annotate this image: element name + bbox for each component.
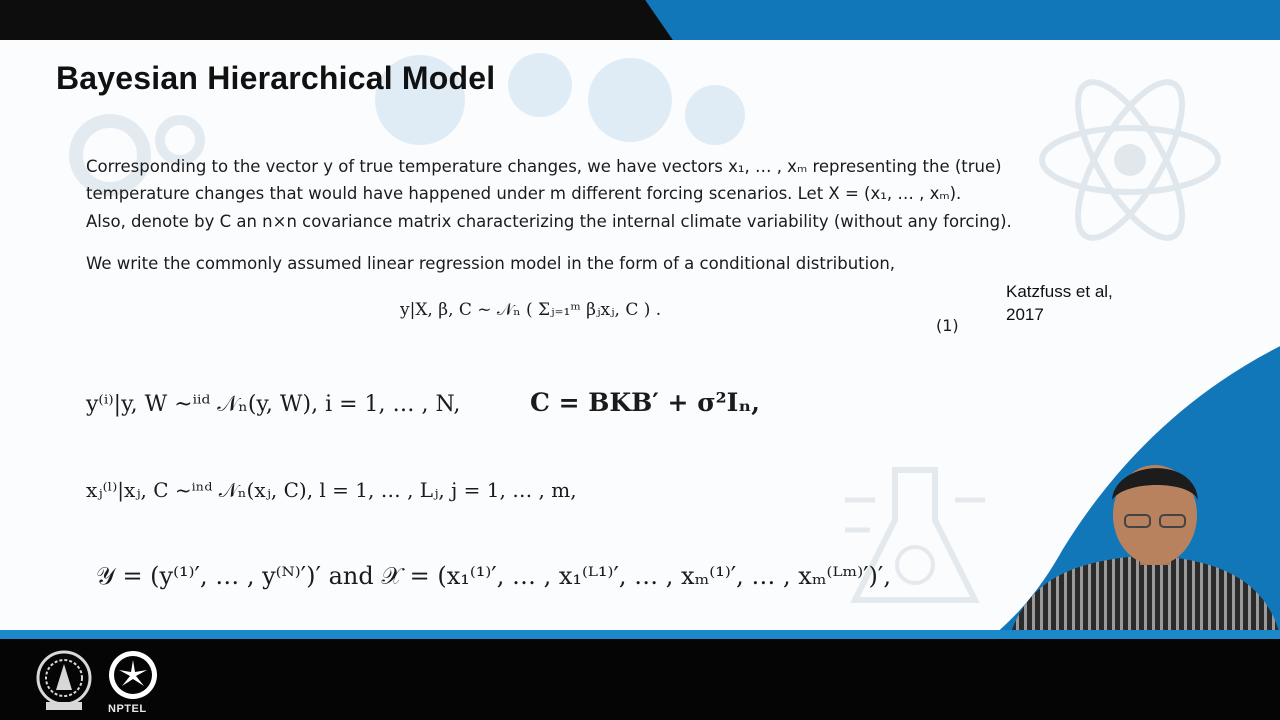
nptel-logo-icon xyxy=(106,648,160,702)
paragraph-line-4: We write the commonly assumed linear regression model in the form of a conditional distribution, xyxy=(86,254,896,273)
equation-y-sample: y⁽ⁱ⁾|y, W ~ⁱⁱᵈ 𝒩ₙ(y, W), i = 1, … , N, xyxy=(86,392,461,417)
citation xyxy=(1006,280,1113,326)
citation-authors: Katzfuss et al, xyxy=(1006,282,1113,301)
paragraph-line-2: temperature changes that would have happened under m different forcing scenarios. Let X = (x₁, … , xₘ). xyxy=(86,184,962,203)
circuit-flask-icon xyxy=(835,460,995,620)
bottom-accent-line xyxy=(0,630,1280,639)
equation-data-definition: 𝒴 = (y⁽¹⁾′, … , y⁽ᴺ⁾′)′ and 𝒳 = (x₁⁽¹⁾′, … , x₁⁽ᴸ¹⁾′, … , xₘ⁽¹⁾′, … , xₘ⁽ᴸᵐ⁾′)′, xyxy=(96,562,891,590)
citation-year: 2017 xyxy=(1006,305,1044,324)
paragraph-line-1: Corresponding to the vector y of true temperature changes, we have vectors x₁, … , xₘ representing the (true) xyxy=(86,157,1002,176)
paragraph-line-3: Also, denote by C an n×n covariance matrix characterizing the internal climate variability (without any forcing). xyxy=(86,212,1012,231)
presenter-video xyxy=(1000,455,1280,635)
slide-title: Bayesian Hierarchical Model xyxy=(56,60,496,96)
equation-regression: y|X, β, C ~ 𝒩ₙ ( Σⱼ₌₁ᵐ βⱼxⱼ, C ) . xyxy=(400,300,662,320)
equation-number: (1) xyxy=(936,316,959,335)
equation-x-sample: xⱼ⁽ˡ⁾|xⱼ, C ~ⁱⁿᵈ 𝒩ₙ(xⱼ, C), l = 1, … , Lⱼ, j = 1, … , m, xyxy=(86,478,577,502)
bottom-bar xyxy=(0,639,1280,720)
equation-covariance: C = BKB′ + σ²Iₙ, xyxy=(530,388,760,417)
atom-icon xyxy=(1030,60,1230,260)
iit-logo-icon xyxy=(34,648,94,712)
nptel-label: NPTEL xyxy=(108,703,147,715)
top-accent-band xyxy=(590,0,1280,40)
